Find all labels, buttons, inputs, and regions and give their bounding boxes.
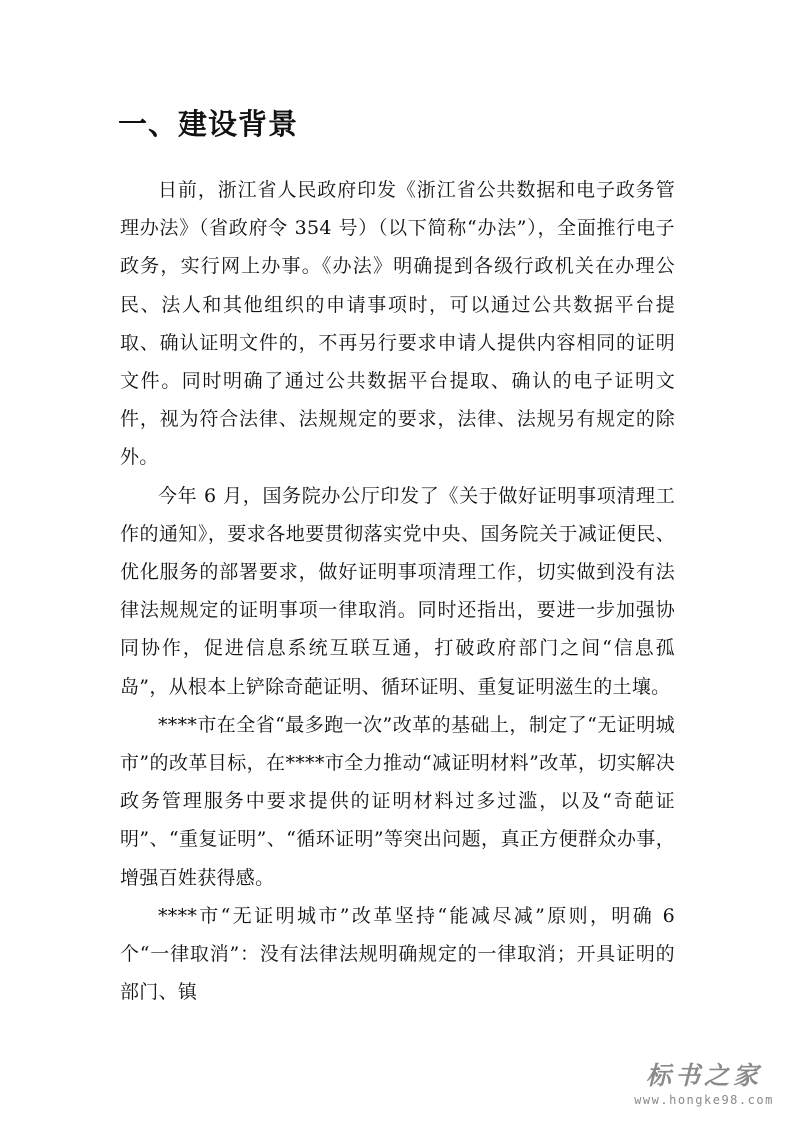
- section-heading: 一、建设背景: [118, 107, 299, 141]
- watermark-logo: [629, 1060, 779, 1114]
- paragraph: 今年 6 月，国务院办公厅印发了《关于做好证明事项清理工作的通知》，要求各地要贯彻落实党中央、国务院关于减证便民、优化服务的部署要求，做好证明事项清理工作，切实做到没有法律法规规定的证明事项一律取消。同时还指出，要进一步加强协同协作，促进信息系统互联互通，打破政府部门之间“信息孤岛”，从根本上铲除奇葩证明、循环证明、重复证明滋生的土壤。: [120, 484, 675, 698]
- paragraph: ****市在全省“最多跑一次”改革的基础上，制定了“无证明城市”的改革目标，在****市全力推动“减证明材料”改革，切实解决政务管理服务中要求提供的证明材料过多过滥，以及“奇葩证明”、“重复证明”、“循环证明”等突出问题，真正方便群众办事，增强百姓获得感。: [120, 713, 675, 889]
- watermark-url: www.hongke98.com: [634, 1093, 774, 1107]
- document-body: [120, 171, 675, 1011]
- watermark-brand: 标书之家: [645, 1061, 762, 1090]
- paragraph: 日前，浙江省人民政府印发《浙江省公共数据和电子政务管理办法》（省政府令 354 号）（以下简称“办法”），全面推行电子政务，实行网上办事。《办法》明确提到各级行政机关在办理公民、法人和其他组织的申请事项时，可以通过公共数据平台提取、确认证明文件的，不再另行要求申请人提供内容相同的证明文件。同时明确了通过公共数据平台提取、确认的电子证明文件，视为符合法律、法规规定的要求，法律、法规另有规定的除外。: [120, 179, 675, 469]
- paragraph: ****市“无证明城市”改革坚持“能减尽减”原则，明确 6 个“一律取消”：没有法律法规明确规定的一律取消；开具证明的部门、镇: [120, 904, 675, 1004]
